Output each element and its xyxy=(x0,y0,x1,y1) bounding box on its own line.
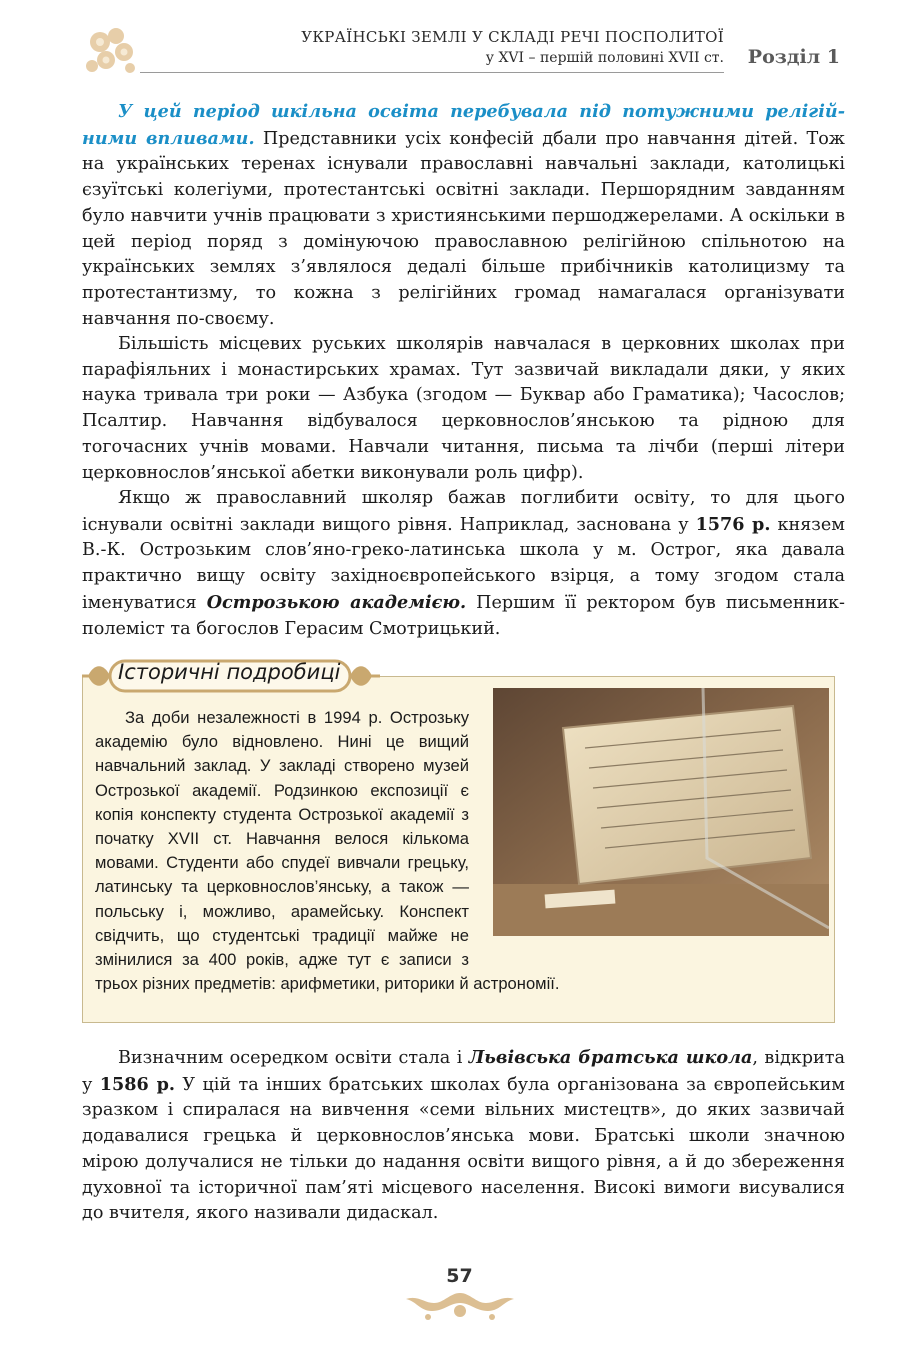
paragraph-3-text-b: князем В.-К. Острозьким слов’яно-греко-латинська школа у м. Острог, яка давала практично вищу освіту західноєвропейського взірця, а тому згодом стала іменуватися xyxy=(82,514,845,613)
section-label: Розділ 1 xyxy=(747,46,840,68)
year-1586: 1586 р. xyxy=(99,1073,176,1095)
historical-details-body: За доби незалежності в 1994 р. Острозьку академію було відновлено. Нині це вищий навчальний заклад. У закладі створено музей Острозької академії. Родзинкою експозиції є копія конспекту студента Острозької академії з початку XVII ст. Навчання велося кількома мовами. Студенти або спудеї вивчали грецьку, латинську та церковнослов’янську, а також — польську і, можливо, арамейську. Конспект свідчить, що студентські традиції майже не змінилися за 400 років, адже тут є записи з трьох різних предметів: арифметики, риторики й астрономії. xyxy=(95,708,560,994)
header-title: УКРАЇНСЬКІ ЗЕМЛІ У СКЛАДІ РЕЧІ ПОСПОЛИТОЇ xyxy=(301,28,724,46)
paragraph-2: Більшість місцевих руських школярів навчалася в церковних школах при парафіяльних і монастирських храмах. Тут зазвичай викладали дяки, у яких наука тривала три роки — Азбука (згодом — Буквар або Граматика); Часослов; Псалтир. Навчання відбувалося церковнослов’янською та рідною для тогочасних учнів мовами. Навчали читання, письма та лічби (перші літери церковнослов’янської абетки виконували роль цифр). xyxy=(82,334,845,483)
page-number: 57 xyxy=(446,1265,473,1287)
year-1576: 1576 р. xyxy=(695,513,771,535)
header-divider xyxy=(140,72,724,73)
paragraph-1-text: Представники усіх конфесій дбали про навчання дітей. Тож на українських теренах існували православні навчальні заклади, католицькі єзуїтські колегіуми, протестантські освітні заклади. Першорядним завданням було навчити учнів працювати з християнськими першоджерелами. А оскільки в цей період поряд з домінуючою православною релігійною спільнотою на українських землях з’являлося дедалі більше прибічників католицизму та протестантизму, то кожна з релігійних громад намагалася організувати навчання по-своєму. xyxy=(82,128,845,329)
highlighted-sentence: У цей період шкільна освіта перебувала під потужними релігійними впливами. xyxy=(82,101,845,149)
bottom-ornament-icon xyxy=(398,1289,522,1323)
paragraph-4-text-c: У цій та інших братських школах була організована за європейським зразком і спиралася на вивчення «семи вільних мистецтв», до яких зазвичай додавалися грецька й церковнослов’янська мови. Братські школи значною мірою долучалися не тільки до надання освіти вищого рівня, а й до збереження духовної та історичної пам’яті місцевого населення. Високі вимоги висувалися до вчителя, якого називали дидаскал. xyxy=(82,1074,845,1224)
paragraph-4 xyxy=(82,1045,845,1227)
header-subtitle: у XVI – першій половині XVII ст. xyxy=(485,50,724,66)
page-header xyxy=(140,26,840,78)
paragraph-3-text-c: Першим її ректором був письменник-полеміст та богослов Герасим Смотрицький. xyxy=(82,592,845,639)
paragraph-4-text-b: , відкрита у xyxy=(82,1048,845,1095)
paragraph-3-text-a: Якщо ж православний школяр бажав поглибити освіту, то для цього існували освітні заклади вищого рівня. Наприклад, заснована у xyxy=(82,488,845,535)
paragraph-4-text-a: Визначним осередком освіти стала і xyxy=(118,1048,469,1068)
floral-ornament-icon xyxy=(80,22,142,78)
paragraph-3 xyxy=(82,486,845,642)
historical-details-label: Історичні подробиці xyxy=(118,660,341,684)
paragraph-1 xyxy=(82,99,845,332)
lviv-school-term: Львівська братська школа xyxy=(468,1047,753,1068)
historical-details-text xyxy=(95,706,830,996)
ostroh-academy-term: Острозькою академією. xyxy=(206,591,467,613)
